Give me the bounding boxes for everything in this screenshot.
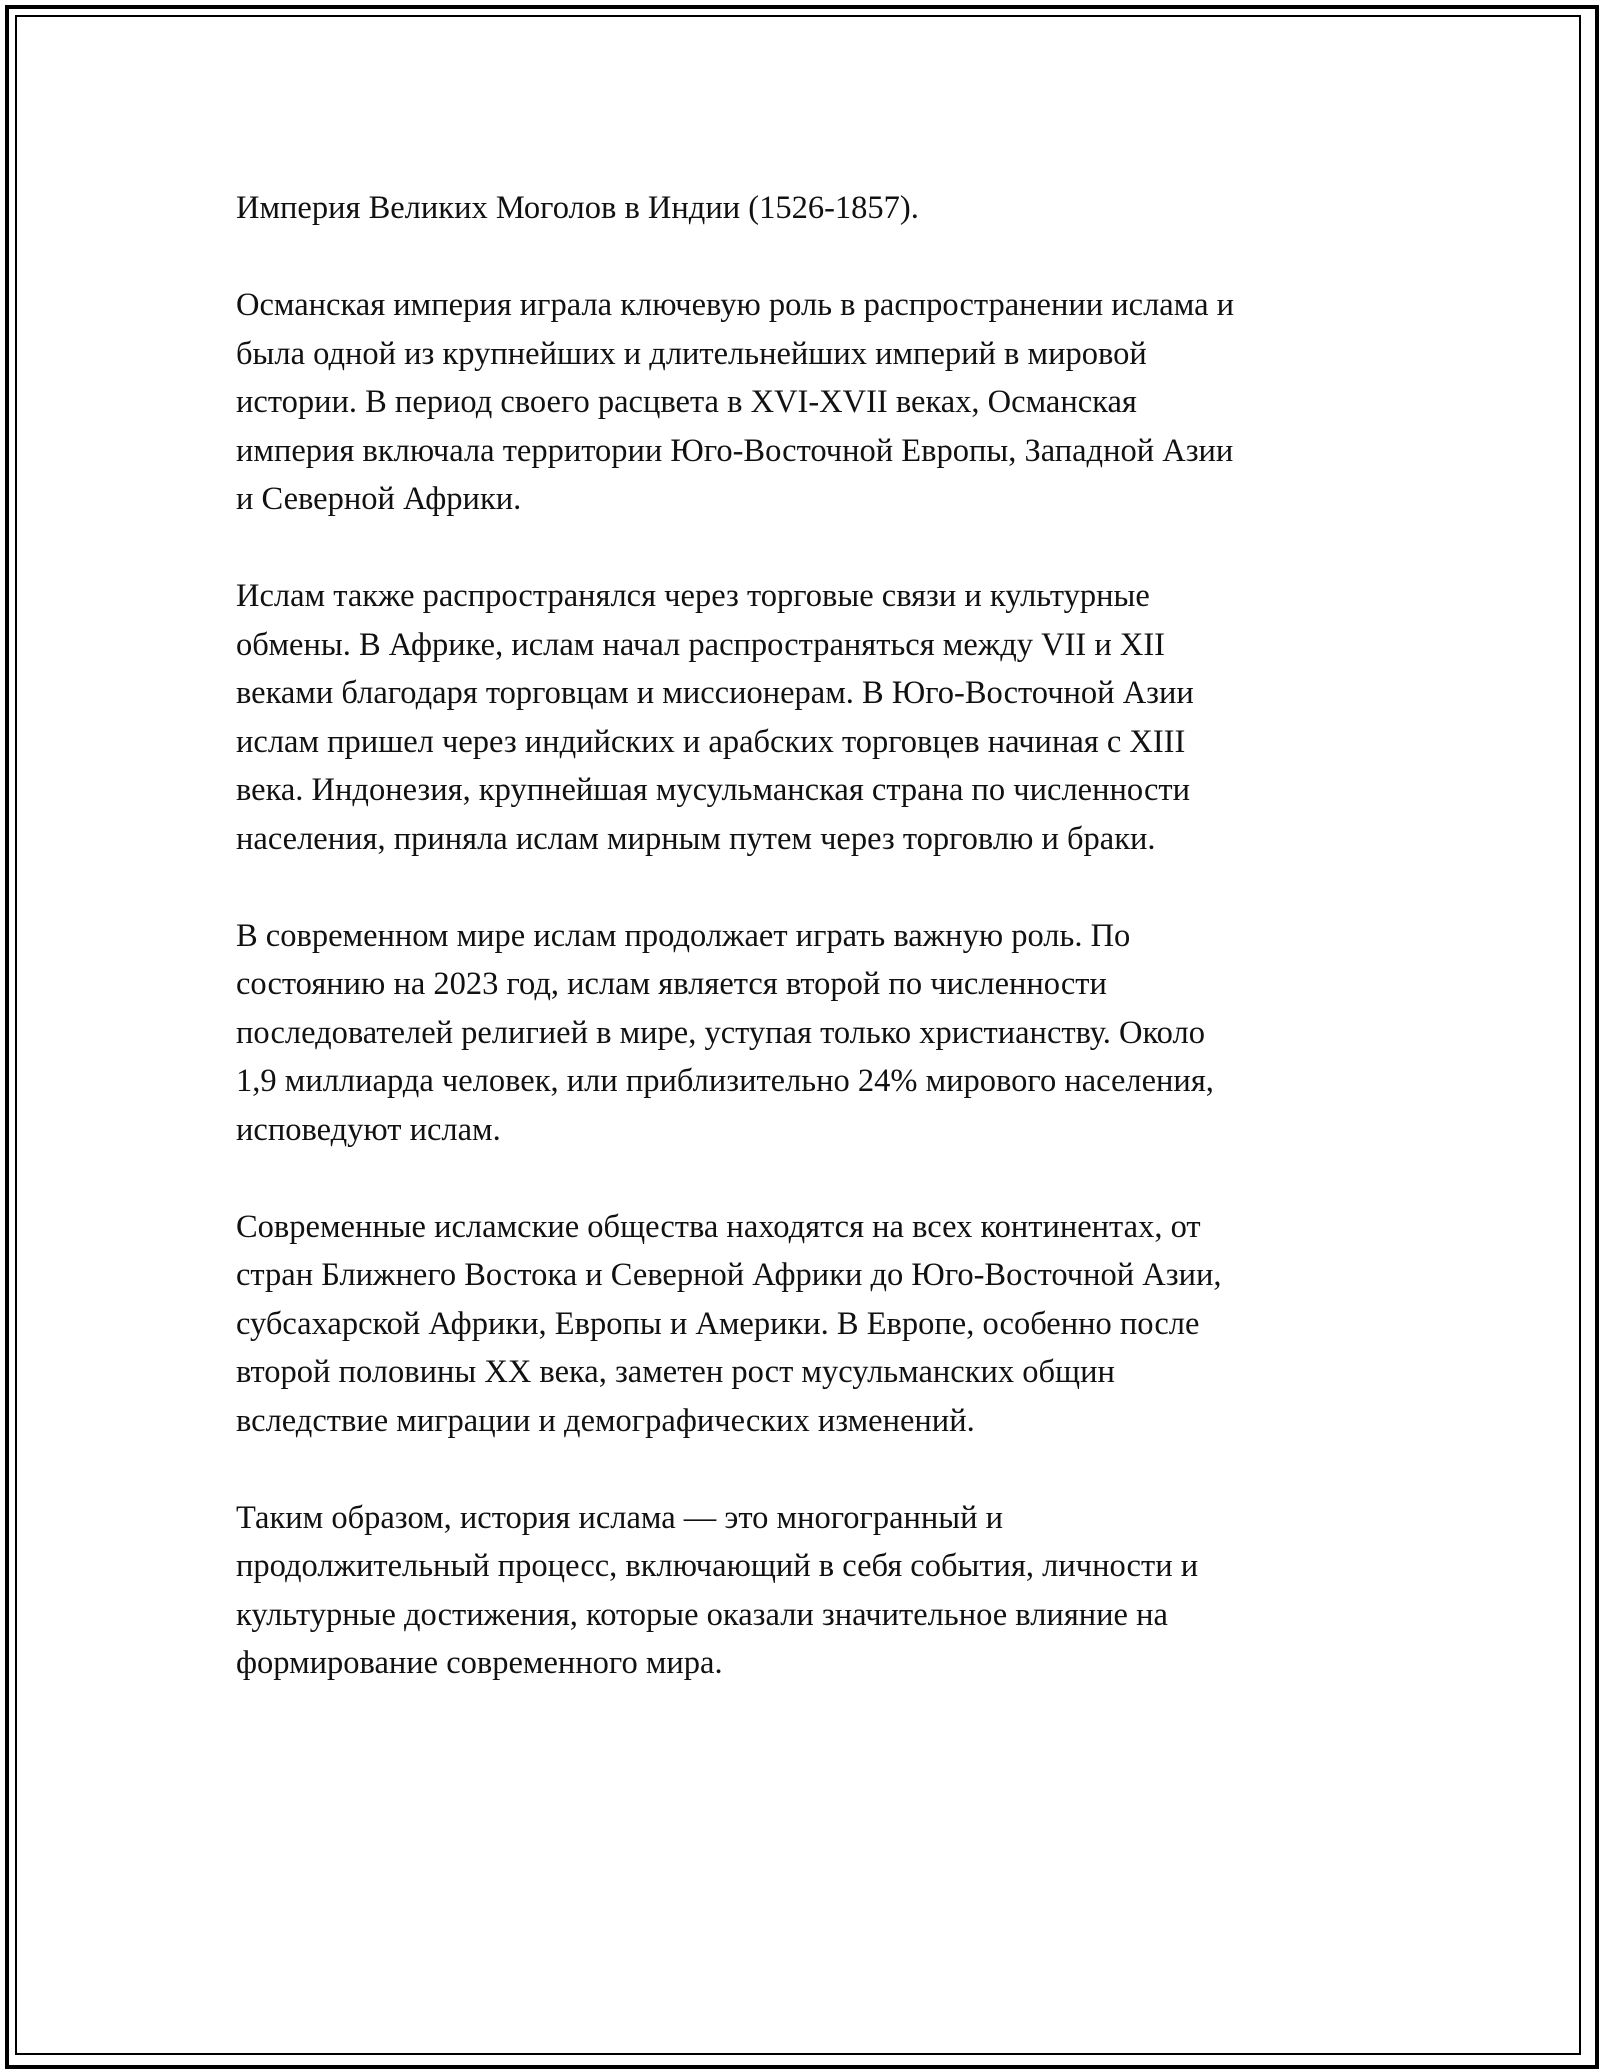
paragraph-modern-societies bbox=[236, 1203, 1386, 1446]
text-line: Османская империя играла ключевую роль в распространении ислама и bbox=[236, 287, 1235, 323]
text-line: Современные исламские общества находятся на всех континентах, от bbox=[236, 1208, 1201, 1245]
document-body bbox=[236, 184, 1386, 1736]
text-line: Империя Великих Моголов в Индии (1526-1857). bbox=[236, 190, 919, 226]
text-line: исповедуют ислам. bbox=[236, 1111, 501, 1148]
text-line: продолжительный процесс, включающий в себя события, личности и bbox=[236, 1548, 1199, 1584]
paragraph-mughal-empire bbox=[236, 184, 1386, 233]
paragraph-trade-spread bbox=[236, 572, 1386, 863]
text-line: последователей религией в мире, уступая только христианству. Около bbox=[236, 1014, 1205, 1051]
text-line: населения, приняла ислам мирным путем через торговлю и браки. bbox=[236, 820, 1156, 857]
text-line: века. Индонезия, крупнейшая мусульманская страна по численности bbox=[236, 772, 1190, 808]
text-line: состоянию на 2023 год, ислам является второй по численности bbox=[236, 966, 1107, 1002]
text-line: формирование современного мира. bbox=[236, 1645, 723, 1681]
text-line: Таким образом, история ислама — это многогранный и bbox=[236, 1499, 1004, 1536]
text-line: культурные достижения, которые оказали значительное влияние на bbox=[236, 1596, 1168, 1633]
text-line: веками благодаря торговцам и миссионерам. В Юго-Восточной Азии bbox=[236, 675, 1194, 711]
text-line: стран Ближнего Востока и Северной Африки до Юго-Восточной Азии, bbox=[236, 1257, 1222, 1293]
text-line: истории. В период своего расцвета в XVI-XVII веках, Османская bbox=[236, 384, 1137, 420]
text-line: В современном мире ислам продолжает играть важную роль. По bbox=[236, 917, 1131, 954]
text-line: второй половины XX века, заметен рост мусульманских общин bbox=[236, 1354, 1115, 1390]
paragraph-conclusion bbox=[236, 1494, 1386, 1688]
text-line: была одной из крупнейших и длительнейших империй в мировой bbox=[236, 335, 1147, 372]
text-line: обмены. В Африке, ислам начал распространяться между VII и XII bbox=[236, 626, 1165, 663]
text-line: субсахарской Африки, Европы и Америки. В Европе, особенно после bbox=[236, 1305, 1200, 1342]
paragraph-ottoman-empire bbox=[236, 281, 1386, 524]
text-line: и Северной Африки. bbox=[236, 481, 522, 517]
text-line: ислам пришел через индийских и арабских торговцев начиная с XIII bbox=[236, 723, 1186, 760]
text-line: 1,9 миллиарда человек, или приблизительно 24% мирового населения, bbox=[236, 1063, 1214, 1099]
paragraph-modern-world bbox=[236, 912, 1386, 1155]
text-line: империя включала территории Юго-Восточной Европы, Западной Азии bbox=[236, 432, 1234, 469]
text-line: Ислам также распространялся через торговые связи и культурные bbox=[236, 578, 1150, 614]
text-line: вследствие миграции и демографических изменений. bbox=[236, 1402, 975, 1439]
